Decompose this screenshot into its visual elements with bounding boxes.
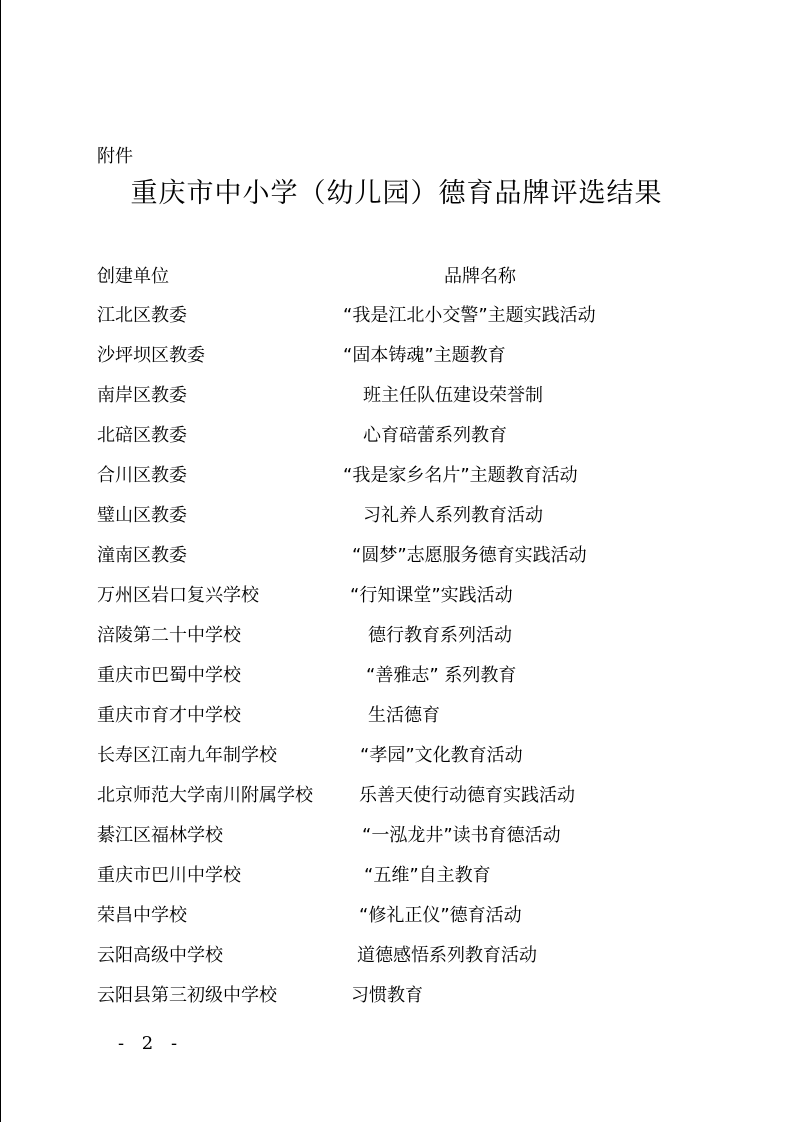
cell-brand: “孝园”文化教育活动 — [360, 745, 523, 766]
cell-brand: “固本铸魂”主题教育 — [343, 345, 506, 366]
table-row — [0, 662, 793, 702]
cell-unit: 璧山区教委 — [97, 505, 187, 526]
cell-unit: 北京师范大学南川附属学校 — [97, 785, 313, 806]
table-row — [0, 462, 793, 502]
cell-brand: “五维”自主教育 — [364, 865, 491, 886]
header-unit: 创建单位 — [97, 266, 169, 287]
cell-unit: 綦江区福林学校 — [97, 825, 223, 846]
table-row — [0, 542, 793, 582]
cell-unit: 潼南区教委 — [97, 545, 187, 566]
table-row — [0, 862, 793, 902]
cell-brand: 班主任队伍建设荣誉制 — [363, 385, 543, 406]
table-row — [0, 422, 793, 462]
table-row — [0, 622, 793, 662]
page-number: - 2 - — [118, 1033, 184, 1054]
cell-brand: 生活德育 — [368, 705, 440, 726]
results-table — [0, 302, 793, 1022]
cell-brand: “我是家乡名片”主题教育活动 — [343, 465, 578, 486]
cell-brand: “修礼正仪”德育活动 — [359, 905, 522, 926]
page-title: 重庆市中小学（幼儿园）德育品牌评选结果 — [130, 178, 663, 209]
table-row — [0, 742, 793, 782]
cell-unit: 沙坪坝区教委 — [97, 345, 205, 366]
cell-unit: 江北区教委 — [97, 305, 187, 326]
cell-unit: 万州区岩口复兴学校 — [97, 585, 259, 606]
attachment-label: 附件 — [97, 146, 133, 167]
table-header — [0, 263, 793, 291]
cell-unit: 云阳县第三初级中学校 — [97, 985, 277, 1006]
cell-unit: 涪陵第二十中学校 — [97, 625, 241, 646]
table-row — [0, 582, 793, 622]
cell-unit: 重庆市育才中学校 — [97, 705, 241, 726]
cell-brand: “善雅志” 系列教育 — [366, 665, 517, 686]
table-row — [0, 822, 793, 862]
cell-unit: 南岸区教委 — [97, 385, 187, 406]
cell-unit: 合川区教委 — [97, 465, 187, 486]
cell-brand: 习礼养人系列教育活动 — [363, 505, 543, 526]
table-row — [0, 702, 793, 742]
cell-unit: 北碚区教委 — [97, 425, 187, 446]
table-row — [0, 982, 793, 1022]
cell-brand: “我是江北小交警”主题实践活动 — [343, 305, 596, 326]
cell-unit: 云阳高级中学校 — [97, 945, 223, 966]
cell-brand: 习惯教育 — [351, 985, 423, 1006]
table-row — [0, 502, 793, 542]
table-row — [0, 342, 793, 382]
cell-brand: “圆梦”志愿服务德育实践活动 — [352, 545, 587, 566]
table-row — [0, 902, 793, 942]
cell-brand: 道德感悟系列教育活动 — [357, 945, 537, 966]
cell-unit: 荣昌中学校 — [97, 905, 187, 926]
cell-brand: “一泓龙井”读书育德活动 — [362, 825, 561, 846]
table-row — [0, 302, 793, 342]
cell-brand: 德行教育系列活动 — [368, 625, 512, 646]
cell-unit: 重庆市巴川中学校 — [97, 865, 241, 886]
table-row — [0, 382, 793, 422]
table-row — [0, 942, 793, 982]
cell-unit: 重庆市巴蜀中学校 — [97, 665, 241, 686]
cell-brand: 乐善天使行动德育实践活动 — [359, 785, 575, 806]
table-row — [0, 782, 793, 822]
cell-brand: “行知课堂”实践活动 — [350, 585, 513, 606]
cell-brand: 心育碚蕾系列教育 — [363, 425, 507, 446]
cell-unit: 长寿区江南九年制学校 — [97, 745, 277, 766]
header-brand: 品牌名称 — [444, 266, 516, 287]
